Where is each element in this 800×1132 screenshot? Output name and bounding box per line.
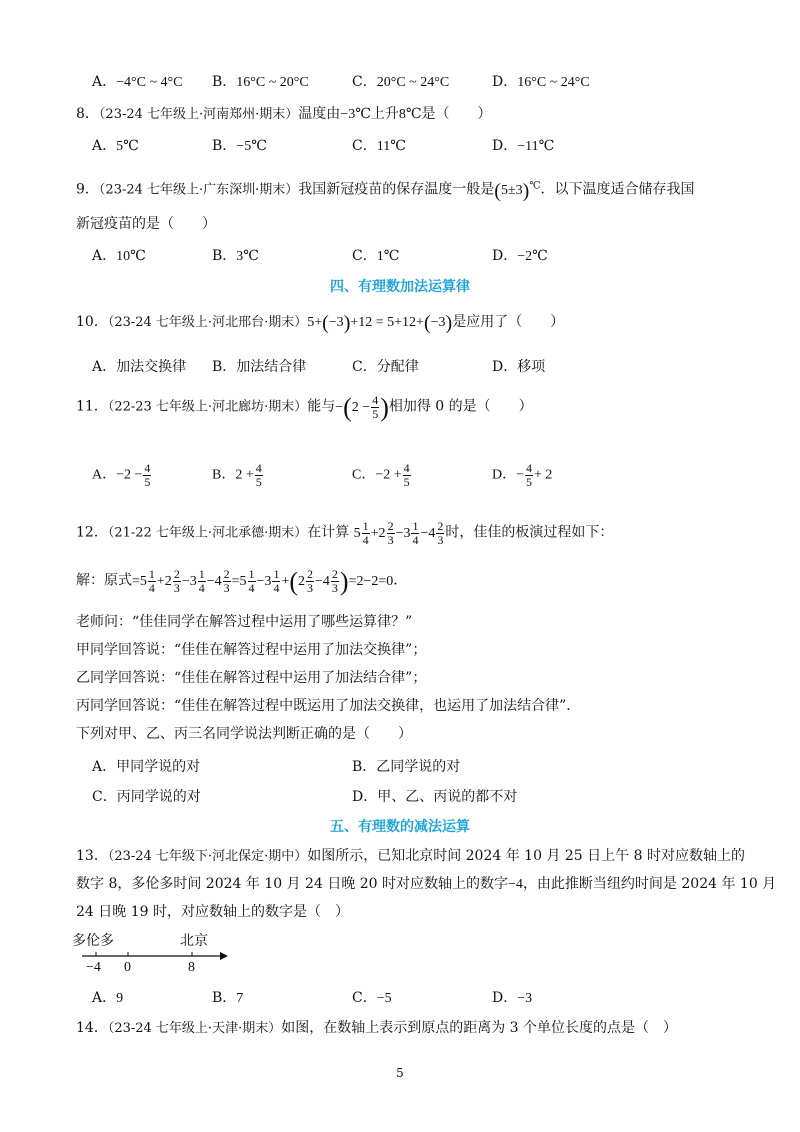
q11-option-a: A．−2 − $\frac{4}{5}$ — [92, 461, 151, 489]
section-heading-5: 五、有理数的减法运算 — [330, 819, 470, 835]
q12-option-d: D．甲、乙、丙说的都不对 — [352, 789, 518, 805]
q11-option-b: B．2 + $\frac{4}{5}$ — [212, 461, 262, 489]
q13-stem-line2: 数字 8，多伦多时间 2024 年 10 月 24 日晚 20 时对应数轴上的数字−4，由此推断当纽约时间是 2024 年 10 月 — [76, 876, 777, 892]
q7-option-c: C．20°C ~ 24°C — [352, 74, 450, 90]
arrow-head-icon — [220, 952, 228, 960]
q12-option-c: C．丙同学说的对 — [92, 789, 201, 805]
q10-option-a: A．加法交换律 — [92, 359, 187, 375]
q12-ask: 下列对甲、乙、丙三名同学说法判断正确的是（ ） — [76, 726, 412, 742]
q13-option-c: C．−5 — [352, 990, 392, 1006]
q9-stem-line2: 新冠疫苗的是（ ） — [76, 216, 216, 232]
q13-stem-line3: 24 日晚 19 时，对应数轴上的数字是（ ） — [76, 904, 349, 920]
q12-stem: 12．（21-22 七年级上·河北承德·期末）在计算 5 $\frac{1}{4}$ +2 $\frac{2}{3}$ −3 $\frac{1}{4}$ −4 $\frac{2}{3}$ 时，佳佳的板演过程如下： — [76, 519, 614, 547]
q8-option-b: B．−5℃ — [212, 138, 267, 154]
q7-option-d: D．16°C ~ 24°C — [492, 74, 590, 90]
q13-option-b: B．7 — [212, 990, 244, 1006]
q12-expression: 5 $\frac{1}{4}$ +2 $\frac{2}{3}$ −3 $\frac{1}{4}$ −4 $\frac{2}{3}$ — [353, 519, 444, 547]
q12-jia: 甲同学回答说：“佳佳在解答过程中运用了加法交换律”； — [76, 642, 427, 658]
q10-stem: 10．（23-24 七年级上·河北邢台·期末）5+(−3)+12 = 5+12+(−3)是应用了（ ） — [76, 311, 565, 334]
q11-option-c: C．−2 + $\frac{4}{5}$ — [352, 461, 410, 489]
q8-option-c: C．11℃ — [352, 138, 406, 154]
section-heading-4: 四、有理数加法运算律 — [330, 279, 470, 295]
q12-bing: 丙同学回答说：“佳佳在解答过程中既运用了加法交换律，也运用了加法结合律”． — [76, 698, 581, 714]
q9-option-d: D．−2℃ — [492, 248, 548, 264]
q9-option-b: B．3℃ — [212, 248, 259, 264]
q9-option-a: A．10℃ — [92, 248, 146, 264]
q13-stem-line1: 13．（23-24 七年级下·河北保定·期中）如图所示，已知北京时间 2024 年 10 月 25 日上午 8 时对应数轴上的 — [76, 848, 745, 864]
q8-option-a: A．5℃ — [92, 138, 139, 154]
tick-label-minus-4: −4 — [86, 960, 101, 975]
q9-stem: 9．（23-24 七年级上·广东深圳·期末）我国新冠疫苗的保存温度一般是(5±3)℃．以下温度适合储存我国 — [76, 179, 695, 202]
q11-stem: 11．（22-23 七年级上·河北廊坊·期末）能与−(2 − $\frac{4}{5}$ )相加得 0 的是（ ） — [76, 392, 533, 422]
q7-option-a: A．−4°C ~ 4°C — [92, 74, 183, 90]
q12-teacher: 老师问：“佳佳同学在解答过程中运用了哪些运算律？” — [76, 614, 413, 630]
q13-option-d: D．−3 — [492, 990, 533, 1006]
page-number: 5 — [396, 1066, 404, 1080]
figure-label-beijing: 北京 — [180, 933, 208, 949]
q8-option-d: D．−11℃ — [492, 138, 555, 154]
q11-option-d: D．− $\frac{4}{5}$ + 2 — [492, 461, 553, 489]
q14-stem: 14．（23-24 七年级上·天津·期末）如图，在数轴上表示到原点的距离为 3 个单位长度的点是（ ） — [76, 1020, 678, 1036]
q12-option-b: B．乙同学说的对 — [352, 759, 461, 775]
q10-option-b: B．加法结合律 — [212, 359, 307, 375]
q10-option-c: C．分配律 — [352, 359, 419, 375]
tick-label-0: 0 — [124, 960, 131, 975]
q9-option-c: C．1℃ — [352, 248, 400, 264]
q7-option-b: B．16°C ~ 20°C — [212, 74, 309, 90]
tick-label-8: 8 — [188, 960, 195, 975]
q13-option-a: A．9 — [92, 990, 124, 1006]
number-line — [80, 948, 230, 962]
q12-yi: 乙同学回答说：“佳佳在解答过程中运用了加法结合律”； — [76, 670, 427, 686]
q10-option-d: D．移项 — [492, 359, 546, 375]
q12-option-a: A．甲同学说的对 — [92, 759, 201, 775]
figure-label-toronto: 多伦多 — [72, 933, 114, 949]
q12-solution: 解：原式=5 $\frac{1}{4}$ +2 $\frac{2}{3}$ −3 $\frac{1}{4}$ −4 $\frac{2}{3}$ =5 $\frac{1}{4}$ −3 $\frac{1}{4}$ +(2 $\frac{2}{3}$ −4 $\frac{2}{3}$ )=2−2=0． — [76, 566, 408, 596]
q8-stem: 8．（23-24 七年级上·河南郑州·期末）温度由−3℃上升8℃是（ ） — [76, 106, 492, 122]
